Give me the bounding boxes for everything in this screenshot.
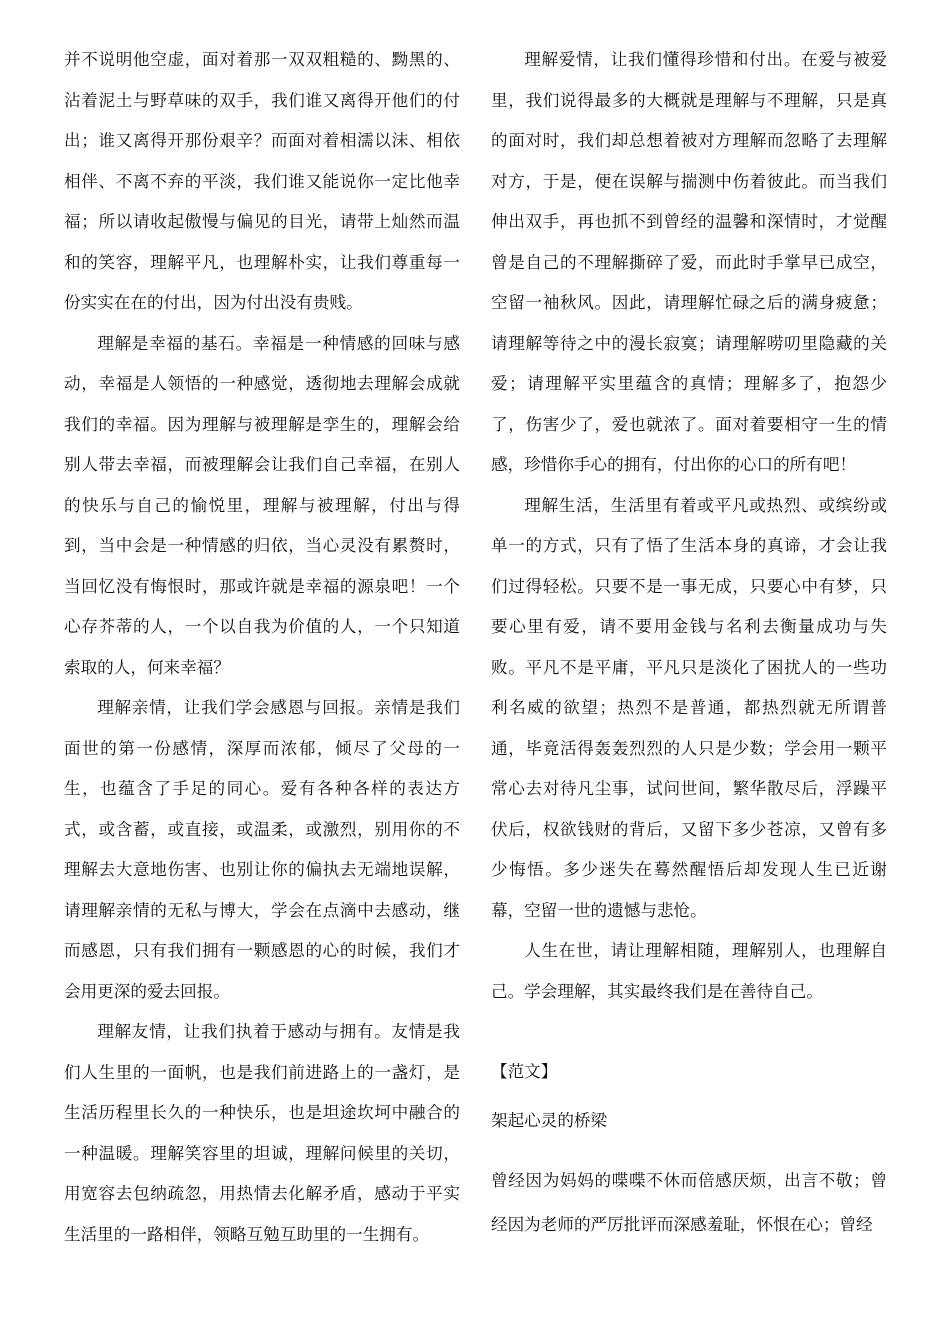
- paragraph-friendship: 理解友情，让我们执着于感动与拥有。友情是我们人生里的一面帆，也是我们前进路上的一盏灯，是生活历程里长久的一种快乐，也是坦途坎坷中融合的一种温暖。理解笑容里的坦诚，理解问候里的关切，用宽容去包纳疏忽，用热情去化解矛盾，感动于平实生活里的一路相伴，领略互勉互助里的一生拥有。: [64, 1022, 460, 1244]
- right-column: [491, 40, 887, 1247]
- paragraph-life: 理解生活，生活里有着或平凡或热烈、或缤纷或单一的方式，只有了悟了生活本身的真谛，才会让我们过得轻松。只要不是一事无成，只要心中有梦，只要心里有爱，请不要用金钱与名利去衡量成功与失败。平凡不是平庸，平凡只是淡化了困扰人的一些功利名威的欲望；热烈不是普通，都热烈就无所谓普通，毕竟活得轰轰烈烈的人只是少数；学会用一颗平常心去对待凡尘事，试问世间，繁华散尽后，浮躁平伏后，权欲钱财的背后，又留下多少苍凉，又曾有多少悔悟。多少迷失在蓦然醒悟后却发现人生已近谢幕，空留一世的遗憾与悲怆。: [491, 495, 887, 920]
- paragraph-family: 理解亲情，让我们学会感恩与回报。亲情是我们面世的第一份感情，深厚而浓郁，倾尽了父母的一生，也蕴含了手足的同心。爱有各种各样的表达方式，或含蓄，或直接，或温柔，或激烈，别用你的不理解去大意地伤害、也别让你的偏执去无端地误解，请理解亲情的无私与博大，学会在点滴中去感动，继而感恩，只有我们拥有一颗感恩的心的时候，我们才会用更深的爱去回报。: [64, 698, 460, 1001]
- paragraph-love: 理解爱情，让我们懂得珍惜和付出。在爱与被爱里，我们说得最多的大概就是理解与不理解，只是真的面对时，我们却总想着被对方理解而忽略了去理解对方，于是，便在误解与揣测中伤着彼此。而当我们伸出双手，再也抓不到曾经的温馨和深情时，才觉醒曾是自己的不理解撕碎了爱，而此时手掌早已成空，空留一袖秋风。因此，请理解忙碌之后的满身疲惫；请理解等待之中的漫长寂寞；请理解唠叨里隐藏的关爱；请理解平实里蕴含的真情；理解多了，抱怨少了，伤害少了，爱也就浓了。面对着要相守一生的情感，珍惜你手心的拥有，付出你的心口的所有吧！: [491, 50, 887, 474]
- paragraph-happiness: 理解是幸福的基石。幸福是一种情感的回味与感动，幸福是人领悟的一种感觉，透彻地去理解会成就我们的幸福。因为理解与被理解是孪生的，理解会给别人带去幸福，而被理解会让我们自己幸福，在别人的快乐与自己的愉悦里，理解与被理解，付出与得到，当中会是一种情感的归依，当心灵没有累赘时，当回忆没有悔恨时，那或许就是幸福的源泉吧！一个心存芥蒂的人，一个以自我为价值的人，一个只知道索取的人，何来幸福？: [64, 333, 460, 677]
- paragraph-conclusion: 人生在世，请让理解相随，理解别人，也理解自己。学会理解，其实最终我们是在善待自己。: [491, 941, 887, 1001]
- sample-essay-paragraph: 曾经因为妈妈的喋喋不休而倍感厌烦，出言不敬；曾经因为老师的严厉批评而深感羞耻，怀恨在心；曾经: [491, 1170, 887, 1234]
- section-gap: [491, 1012, 887, 1052]
- paragraph-respect-labor: 并不说明他空虚，面对着那一双双粗糙的、黝黑的、沾着泥土与野草味的双手，我们谁又离得开他们的付出；谁又离得开那份艰辛？而面对着相濡以沫、相依相伴、不离不弃的平淡，我们谁又能说你一定比他幸福；所以请收起傲慢与偏见的目光，请带上灿然而温和的笑容，理解平凡，也理解朴实，让我们尊重每一份实实在在的付出，因为付出没有贵贱。: [64, 50, 460, 312]
- sample-essay-title: 架起心灵的桥梁: [491, 1110, 608, 1130]
- left-column: [64, 40, 460, 1255]
- sample-essay-label: 【范文】: [491, 1062, 558, 1081]
